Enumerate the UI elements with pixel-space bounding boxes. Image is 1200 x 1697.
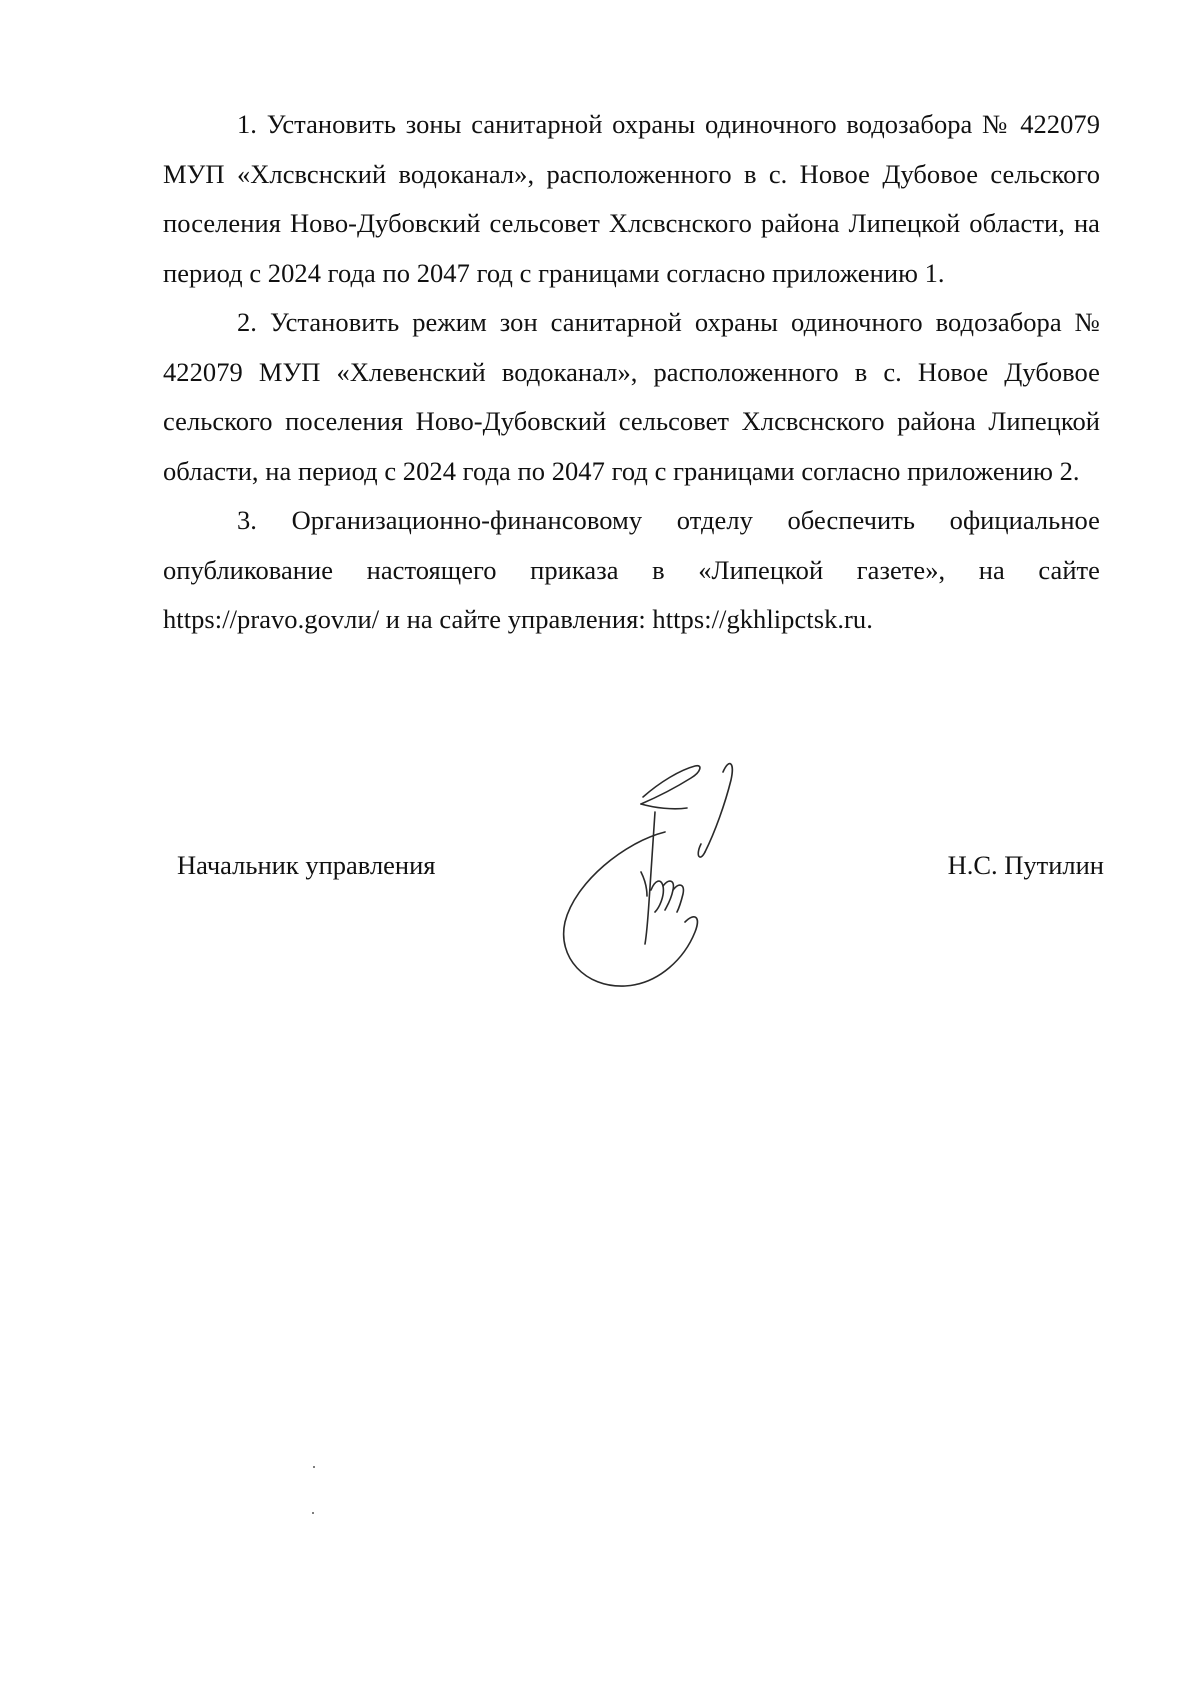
signature-block bbox=[0, 848, 1200, 888]
document-body bbox=[163, 100, 1100, 645]
scan-speck bbox=[313, 1466, 315, 1468]
signatory-name: Н.С. Путилин bbox=[947, 850, 1104, 880]
signatory-position: Начальник управления bbox=[177, 850, 436, 880]
paragraph-3: 3. Организационно-финансовому отделу обеспечить официальное опубликование настоящего приказа в «Липецкой газете», на сайте https://pravo.govли/ и на сайте управления: https://gkhlipctsk.ru. bbox=[163, 505, 1100, 634]
paragraph-1: 1. Установить зоны санитарной охраны одиночного водозабора № 422079 МУП «Хлсвснский водоканал», расположенного в с. Новое Дубовое сельского поселения Ново-Дубовский сельсовет Хлсвснского района Липецкой области, на период с 2024 года по 2047 год с границами согласно приложению 1. bbox=[163, 109, 1100, 288]
paragraph-2: 2. Установить режим зон санитарной охраны одиночного водозабора № 422079 МУП «Хлевенский водоканал», расположенного в с. Новое Дубовое сельского поселения Ново-Дубовский сельсовет Хлсвснского района Липецкой области, на период с 2024 года по 2047 год с границами согласно приложению 2. bbox=[163, 307, 1100, 486]
scan-speck bbox=[312, 1512, 314, 1514]
